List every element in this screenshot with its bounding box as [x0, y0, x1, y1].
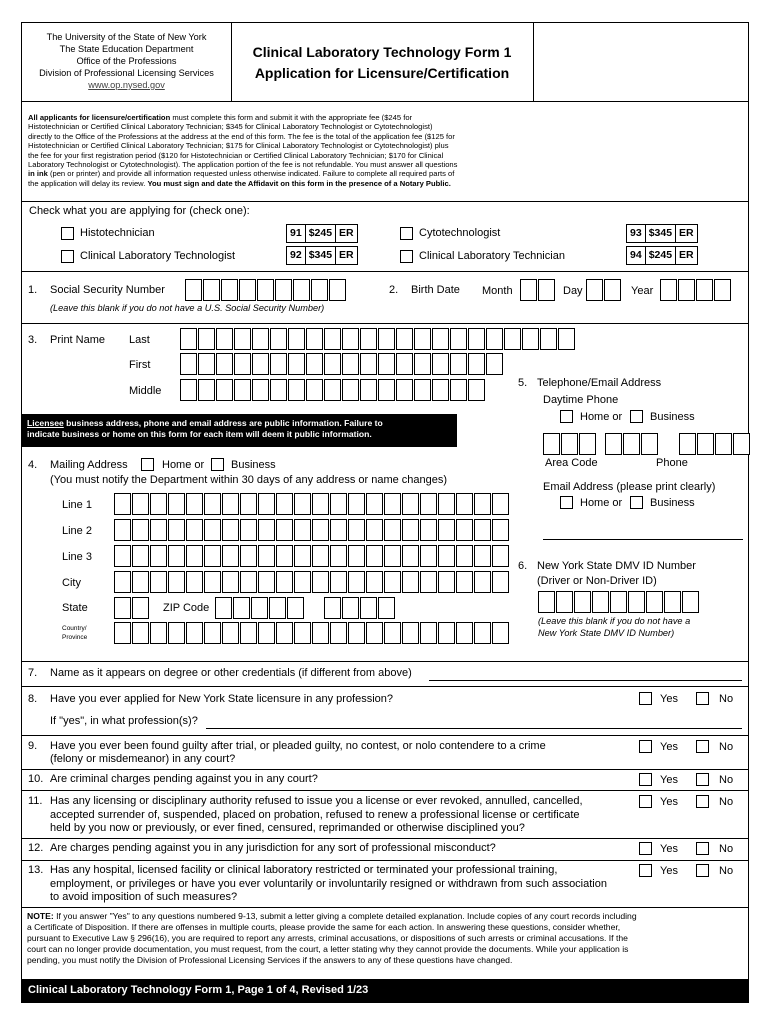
address-line-1-input[interactable] [114, 493, 510, 515]
q13-no-label: No [719, 865, 734, 877]
print-name-label: Print Name [50, 334, 106, 346]
q10-no-checkbox[interactable] [696, 773, 709, 786]
banner-line-1: business address, phone and email address are public information. Failure to [63, 418, 383, 428]
instructions-line-2: Histotechnician or Certified Clinical Laboratory Technician; $345 for Clinical Laboratory Technologist or Cytotechnologist) [28, 122, 433, 132]
fee-amount: $245 [645, 246, 676, 265]
mailing-business-label: Business [231, 459, 276, 471]
phone-line-input[interactable] [679, 433, 751, 455]
banner-licensee: Licensee [27, 418, 64, 428]
zip-code-label: ZIP Code [163, 602, 210, 614]
banner-line-2: indicate business or home on this form for each item will deem it public information. [27, 429, 372, 439]
q11-yes-checkbox[interactable] [639, 795, 652, 808]
fee-amount: $345 [645, 224, 676, 243]
email-business-label: Business [650, 497, 695, 509]
dmv-id-input[interactable] [538, 591, 700, 613]
q8-no-checkbox[interactable] [696, 692, 709, 705]
q13-line-1: Has any hospital, licensed facility or clinical laboratory restricted or terminated your professional training, [50, 864, 558, 876]
agency-line-2: The State Education Department [59, 44, 194, 54]
clinical-lab-technician-label: Clinical Laboratory Technician [419, 250, 565, 262]
fee-er: ER [335, 246, 358, 265]
q5-number: 5. [518, 377, 528, 389]
instructions-bottom-rule [21, 201, 749, 202]
q13-number: 13. [28, 864, 44, 876]
q10-label: Are criminal charges pending against you in any court? [50, 773, 318, 785]
q9-bottom-rule [21, 769, 749, 770]
q9-line-2: (felony or misdemeanor) in any court? [50, 753, 236, 765]
q8-profession-input[interactable] [206, 728, 742, 729]
q11-bottom-rule [21, 838, 749, 839]
dmv-hint-1: (Leave this blank if you do not have a [538, 616, 691, 626]
address-line-3-input[interactable] [114, 545, 510, 567]
country-label-1: Country/ [62, 625, 87, 632]
q12-no-label: No [719, 843, 734, 855]
apply-label: Check what you are applying for (check one): [29, 205, 250, 217]
q8-yes-label: Yes [660, 693, 678, 705]
daytime-phone-label: Daytime Phone [543, 394, 619, 406]
q9-no-checkbox[interactable] [696, 740, 709, 753]
q8-follow-label: If "yes", in what profession(s)? [50, 715, 198, 727]
histotechnician-label: Histotechnician [80, 227, 155, 239]
birth-month-label: Month [482, 285, 513, 297]
cytotechnologist-label: Cytotechnologist [419, 227, 501, 239]
q6-number: 6. [518, 560, 528, 572]
country-input[interactable] [114, 622, 510, 644]
instructions-ink: in ink [28, 169, 48, 179]
instructions-line-5: the fee for your first registration period ($120 for Histotechnician or Certified Clinical Laboratory Technician; $170 for Clinical [28, 150, 444, 160]
q7-label: Name as it appears on degree or other credentials (if different from above) [50, 667, 412, 679]
clinical-lab-technologist-label: Clinical Laboratory Technologist [80, 250, 236, 262]
note-paragraph [27, 911, 747, 966]
q10-bottom-rule [21, 790, 749, 791]
note-lead: NOTE: [27, 911, 54, 921]
q12-number: 12. [28, 842, 44, 854]
mailing-business-checkbox[interactable] [211, 458, 224, 471]
zip-plus4-input[interactable] [324, 597, 396, 619]
q8-yes-checkbox[interactable] [639, 692, 652, 705]
fee-er: ER [675, 224, 698, 243]
country-label-2: Province [62, 634, 88, 641]
q4-number: 4. [28, 459, 38, 471]
q11-line-3: held by you now or previously, or ever fined, censured, reprimanded or otherwise disciplined you? [50, 822, 525, 834]
mailing-address-label: Mailing Address [50, 459, 128, 471]
q11-no-label: No [719, 796, 734, 808]
dmv-id-label: New York State DMV ID Number [537, 560, 696, 572]
instructions-notary: You must sign and date the Affidavit on this form in the presence of a Notary Public. [147, 178, 451, 188]
last-name-label: Last [129, 334, 150, 346]
first-name-input[interactable] [180, 353, 504, 375]
address-line-2-label: Line 2 [62, 525, 92, 537]
histotechnician-fee-code [286, 224, 357, 243]
header-divider-right [533, 22, 534, 101]
q7-number: 7. [28, 667, 38, 679]
fee-amount: $245 [305, 224, 336, 243]
q12-yes-label: Yes [660, 843, 678, 855]
q13-bottom-rule [21, 907, 749, 908]
q10-number: 10. [28, 773, 44, 785]
address-bottom-rule [21, 661, 749, 662]
q9-yes-checkbox[interactable] [639, 740, 652, 753]
clinical-lab-technologist-fee-code [286, 246, 357, 265]
q10-yes-checkbox[interactable] [639, 773, 652, 786]
credential-name-input[interactable] [429, 680, 742, 681]
birth-year-label: Year [631, 285, 654, 297]
phone-business-checkbox[interactable] [630, 410, 643, 423]
q13-line-2: employment, or privileges or have you ever voluntarily or involuntarily resigned or withdrawn from such association [50, 878, 607, 890]
middle-name-input[interactable] [180, 379, 486, 401]
instructions-paragraph [28, 113, 528, 188]
agency-line-1: The University of the State of New York [46, 32, 207, 42]
q13-yes-label: Yes [660, 865, 678, 877]
phone-business-label: Business [650, 411, 695, 423]
q3-number: 3. [28, 334, 38, 346]
last-name-input[interactable] [180, 328, 576, 350]
note-line-3: pursuant to Executive Law § 296(16), you are required to report any arrests, criminal accusations, or dispositions of such arrests or criminal accusations. If the [27, 933, 628, 943]
zip-code-input[interactable] [215, 597, 305, 619]
q12-yes-checkbox[interactable] [639, 842, 652, 855]
q11-no-checkbox[interactable] [696, 795, 709, 808]
q11-line-1: Has any licensing or disciplinary authority refused to issue you a license or ever revoked, annulled, cancelled, [50, 795, 583, 807]
area-code-input[interactable] [543, 433, 597, 455]
city-label: City [62, 577, 81, 589]
ssn-input[interactable] [185, 279, 347, 301]
ssn-label: Social Security Number [50, 284, 165, 296]
birth-day-input[interactable] [586, 279, 622, 301]
public-info-banner [22, 414, 457, 447]
middle-name-label: Middle [129, 385, 162, 397]
q13-yes-checkbox[interactable] [639, 864, 652, 877]
fee-code: 93 [626, 224, 646, 243]
phone-label: Phone [656, 457, 688, 469]
first-name-label: First [129, 359, 151, 371]
instructions-line-8: the application will delay its review. [28, 178, 148, 188]
q1-number: 1. [28, 284, 38, 296]
city-input[interactable] [114, 571, 510, 593]
address-line-1-label: Line 1 [62, 499, 92, 511]
q8-label: Have you ever applied for New York State licensure in any profession? [50, 693, 394, 705]
fee-code: 92 [286, 246, 306, 265]
area-code-label: Area Code [545, 457, 598, 469]
note-line-4: court can no longer provide documentation, you must request, from the court, a letter stating why they cannot provide the documents. While your application is [27, 944, 629, 954]
instructions-line-3: directly to the Office of the Professions at the address at the end of this form. The fee is the total of the application fee ($125 for [28, 131, 455, 141]
q12-no-checkbox[interactable] [696, 842, 709, 855]
q11-yes-label: Yes [660, 796, 678, 808]
fee-code: 94 [626, 246, 646, 265]
cytotechnologist-checkbox[interactable] [400, 227, 413, 240]
form-title: Clinical Laboratory Technology Form 1 [252, 44, 512, 60]
state-input[interactable] [114, 597, 150, 619]
address-line-2-input[interactable] [114, 519, 510, 541]
q9-number: 9. [28, 740, 38, 752]
phone-home-checkbox[interactable] [560, 410, 573, 423]
q9-no-label: No [719, 741, 734, 753]
state-label: State [62, 602, 88, 614]
agency-line-3: Office of the Professions [76, 56, 177, 66]
q11-line-2: accepted surrender of, suspended, placed on probation, refused to renew a professional license or certificate [50, 809, 580, 821]
email-home-label: Home or [580, 497, 623, 509]
phone-home-label: Home or [580, 411, 623, 423]
clinical-lab-technologist-checkbox[interactable] [61, 250, 74, 263]
fee-amount: $345 [305, 246, 336, 265]
mailing-home-checkbox[interactable] [141, 458, 154, 471]
q11-number: 11. [28, 795, 43, 807]
agency-line-4: Division of Professional Licensing Services [39, 68, 214, 78]
q8-bottom-rule [21, 735, 749, 736]
instructions-line-4: Histotechnician or Certified Clinical Laboratory Technician; $175 for Clinical Laboratory Technologist or Cytotechnologist) plus [28, 141, 449, 151]
telephone-email-label: Telephone/Email Address [537, 377, 662, 389]
q9-yes-label: Yes [660, 741, 678, 753]
dmv-hint-2: New York State DMV ID Number) [538, 628, 675, 638]
instructions-line-6: Laboratory Technologist or Cytotechnologist). The application portion of the fee is not refundable. You must answer all questions [28, 160, 458, 170]
birth-date-label: Birth Date [411, 284, 460, 296]
form-subtitle: Application for Licensure/Certification [254, 65, 510, 81]
q13-no-checkbox[interactable] [696, 864, 709, 877]
q13-line-3: to avoid imposition of such measures? [50, 891, 238, 903]
header-bottom-rule [21, 101, 749, 102]
q10-yes-label: Yes [660, 774, 678, 786]
email-label: Email Address (please print clearly) [543, 481, 716, 493]
q9-line-1: Have you ever been found guilty after trial, or pleaded guilty, no contest, or nolo contendere to a crime [50, 740, 546, 752]
fee-code: 91 [286, 224, 306, 243]
fee-er: ER [675, 246, 698, 265]
note-line-5: pending, you must notify the Division of Professional Licensing Services if the answers to any of these questions have changed. [27, 955, 513, 965]
instructions-lead: All applicants for licensure/certification [28, 113, 171, 122]
q2-number: 2. [389, 284, 399, 296]
q7-bottom-rule [21, 686, 749, 687]
mailing-home-label: Home or [162, 459, 205, 471]
email-home-checkbox[interactable] [560, 496, 573, 509]
note-line-2: a Certificate of Disposition. If there are offenses in multiple courts, please provide the same for each action. In answering these questions, consider whether, [27, 922, 621, 932]
q8-number: 8. [28, 693, 38, 705]
apply-bottom-rule [21, 271, 749, 272]
clinical-lab-technician-checkbox[interactable] [400, 250, 413, 263]
instructions-line-1: must complete this form and submit it with the appropriate fee ($245 for [170, 113, 413, 122]
email-business-checkbox[interactable] [630, 496, 643, 509]
agency-url-link[interactable]: www.op.nysed.gov [88, 80, 165, 90]
ssn-hint: (Leave this blank if you do not have a U.S. Social Security Number) [50, 303, 325, 313]
instructions-line-7: (pen or printer) and provide all information requested unless otherwise indicated. Failure to complete all required parts of [47, 169, 455, 179]
email-input[interactable] [543, 539, 743, 540]
birth-month-input[interactable] [520, 279, 556, 301]
cytotechnologist-fee-code [626, 224, 697, 243]
q12-bottom-rule [21, 860, 749, 861]
note-line-1: If you answer "Yes" to any questions numbered 9-13, submit a letter giving a complete detailed explanation. Include copies of any court records including [53, 911, 637, 921]
dmv-id-sublabel: (Driver or Non-Driver ID) [537, 575, 657, 587]
q1-bottom-rule [21, 323, 749, 324]
page-footer: Clinical Laboratory Technology Form 1, Page 1 of 4, Revised 1/23 [21, 979, 749, 1003]
q10-no-label: No [719, 774, 734, 786]
fee-er: ER [335, 224, 358, 243]
phone-prefix-input[interactable] [605, 433, 659, 455]
header-divider [231, 22, 232, 101]
q8-no-label: No [719, 693, 734, 705]
address-line-3-label: Line 3 [62, 551, 92, 563]
mailing-hint: (You must notify the Department within 30 days of any address or name changes) [50, 474, 448, 486]
histotechnician-checkbox[interactable] [61, 227, 74, 240]
birth-year-input[interactable] [660, 279, 732, 301]
q12-label: Are charges pending against you in any jurisdiction for any sort of professional misconduct? [50, 842, 496, 854]
clinical-lab-technician-fee-code [626, 246, 697, 265]
birth-day-label: Day [563, 285, 583, 297]
